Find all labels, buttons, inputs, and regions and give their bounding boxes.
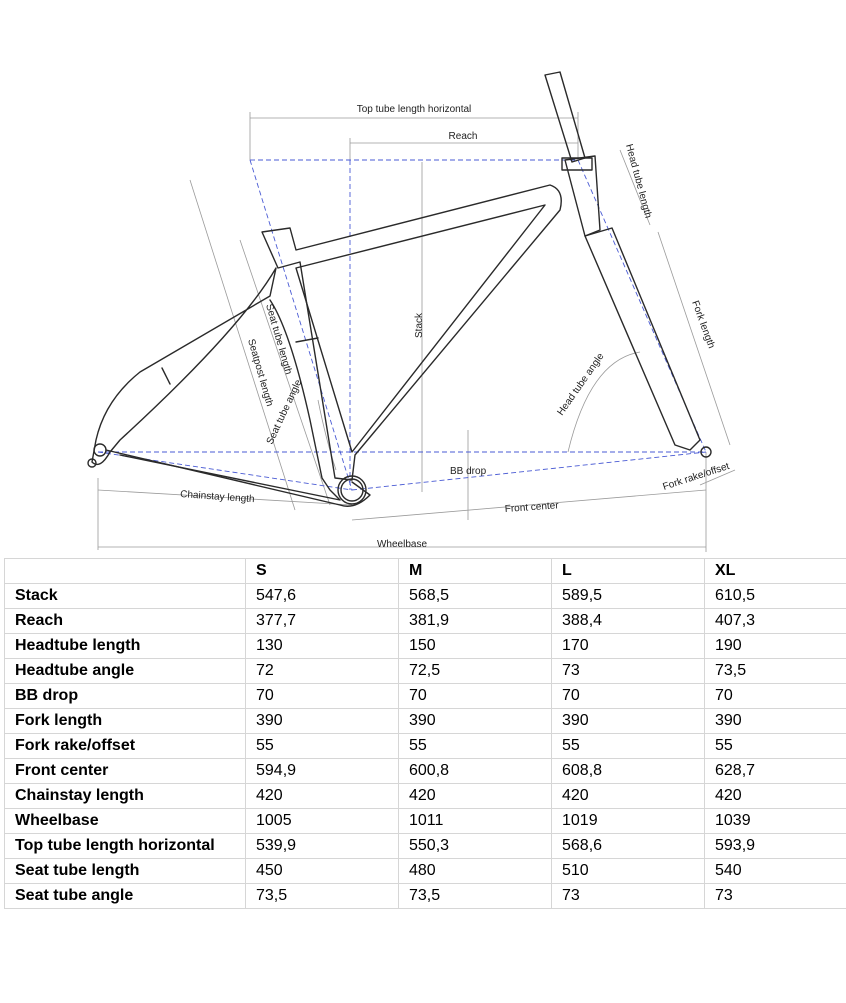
label-seat-tube-length: Seat tube length [263, 302, 294, 376]
table-cell: 1019 [552, 809, 705, 834]
table-cell: 589,5 [552, 584, 705, 609]
table-cell: 130 [246, 634, 399, 659]
table-cell: 1005 [246, 809, 399, 834]
table-cell: 540 [705, 859, 846, 884]
row-label: Seat tube angle [5, 884, 246, 909]
table-cell: 390 [399, 709, 552, 734]
header-size-s: S [246, 559, 399, 584]
table-cell: 72,5 [399, 659, 552, 684]
table-cell: 407,3 [705, 609, 846, 634]
table-cell: 72 [246, 659, 399, 684]
row-label: Seat tube length [5, 859, 246, 884]
table-cell: 73,5 [399, 884, 552, 909]
table-cell: 420 [246, 784, 399, 809]
label-bb-drop: BB drop [450, 466, 487, 477]
label-fork-rake: Fork rake/offset [661, 460, 731, 493]
table-cell: 70 [552, 684, 705, 709]
table-row [5, 884, 846, 909]
table-cell: 55 [399, 734, 552, 759]
table-row [5, 784, 846, 809]
label-head-tube-angle: Head tube angle [555, 351, 607, 418]
label-stack: Stack [414, 312, 425, 338]
table-header-row [5, 559, 846, 584]
table-row [5, 809, 846, 834]
geometry-guides [98, 160, 706, 490]
table-body [5, 584, 846, 909]
table-cell: 73,5 [705, 659, 846, 684]
table-cell: 73 [705, 884, 846, 909]
table-cell: 547,6 [246, 584, 399, 609]
bike-frame [88, 72, 711, 506]
table-row [5, 709, 846, 734]
table-cell: 510 [552, 859, 705, 884]
table-row [5, 734, 846, 759]
header-corner [5, 559, 246, 584]
table-cell: 150 [399, 634, 552, 659]
table-cell: 73,5 [246, 884, 399, 909]
label-head-tube-length: Head tube length [623, 142, 654, 220]
table-row [5, 859, 846, 884]
row-label: Headtube angle [5, 659, 246, 684]
table-cell: 390 [552, 709, 705, 734]
table-row [5, 609, 846, 634]
table-cell: 420 [705, 784, 846, 809]
label-fork-length: Fork length [689, 299, 717, 351]
table-cell: 55 [552, 734, 705, 759]
geometry-table [4, 558, 846, 909]
table-cell: 628,7 [705, 759, 846, 784]
table-cell: 1039 [705, 809, 846, 834]
table-row [5, 834, 846, 859]
table-cell: 170 [552, 634, 705, 659]
table-cell: 420 [552, 784, 705, 809]
table-cell: 70 [705, 684, 846, 709]
table-cell: 190 [705, 634, 846, 659]
label-chainstay-length: Chainstay length [179, 489, 255, 506]
table-cell: 390 [705, 709, 846, 734]
table-cell: 608,8 [552, 759, 705, 784]
table-cell: 450 [246, 859, 399, 884]
table-cell: 55 [246, 734, 399, 759]
table-cell: 70 [399, 684, 552, 709]
table-row [5, 634, 846, 659]
table-cell: 420 [399, 784, 552, 809]
table-cell: 593,9 [705, 834, 846, 859]
label-seat-tube-angle: Seat tube angle [264, 378, 305, 447]
row-label: Fork rake/offset [5, 734, 246, 759]
table-cell: 381,9 [399, 609, 552, 634]
label-front-center: Front center [504, 500, 559, 515]
table-cell: 600,8 [399, 759, 552, 784]
table-cell: 55 [705, 734, 846, 759]
table-cell: 388,4 [552, 609, 705, 634]
dimension-labels [180, 104, 731, 550]
row-label: Chainstay length [5, 784, 246, 809]
label-reach: Reach [448, 131, 478, 142]
table-cell: 480 [399, 859, 552, 884]
table-cell: 73 [552, 659, 705, 684]
table-cell: 568,5 [399, 584, 552, 609]
table-cell: 390 [246, 709, 399, 734]
table-cell: 377,7 [246, 609, 399, 634]
table-row [5, 659, 846, 684]
table-cell: 568,6 [552, 834, 705, 859]
table-row [5, 584, 846, 609]
row-label: Headtube length [5, 634, 246, 659]
table-cell: 550,3 [399, 834, 552, 859]
table-row [5, 759, 846, 784]
row-label: Fork length [5, 709, 246, 734]
table-cell: 594,9 [246, 759, 399, 784]
header-size-l: L [552, 559, 705, 584]
label-seatpost-length: Seatpost length [245, 337, 275, 408]
row-label: Front center [5, 759, 246, 784]
row-label: Wheelbase [5, 809, 246, 834]
table-cell: 539,9 [246, 834, 399, 859]
label-wheelbase: Wheelbase [376, 539, 428, 550]
table-cell: 70 [246, 684, 399, 709]
row-label: Reach [5, 609, 246, 634]
header-size-m: M [399, 559, 552, 584]
table-cell: 610,5 [705, 584, 846, 609]
row-label: Stack [5, 584, 246, 609]
table-cell: 1011 [399, 809, 552, 834]
table-row [5, 684, 846, 709]
row-label: BB drop [5, 684, 246, 709]
header-size-xl: XL [705, 559, 846, 584]
row-label: Top tube length horizontal [5, 834, 246, 859]
label-top-tube-horizontal: Top tube length horizontal [356, 104, 472, 115]
table-cell: 73 [552, 884, 705, 909]
